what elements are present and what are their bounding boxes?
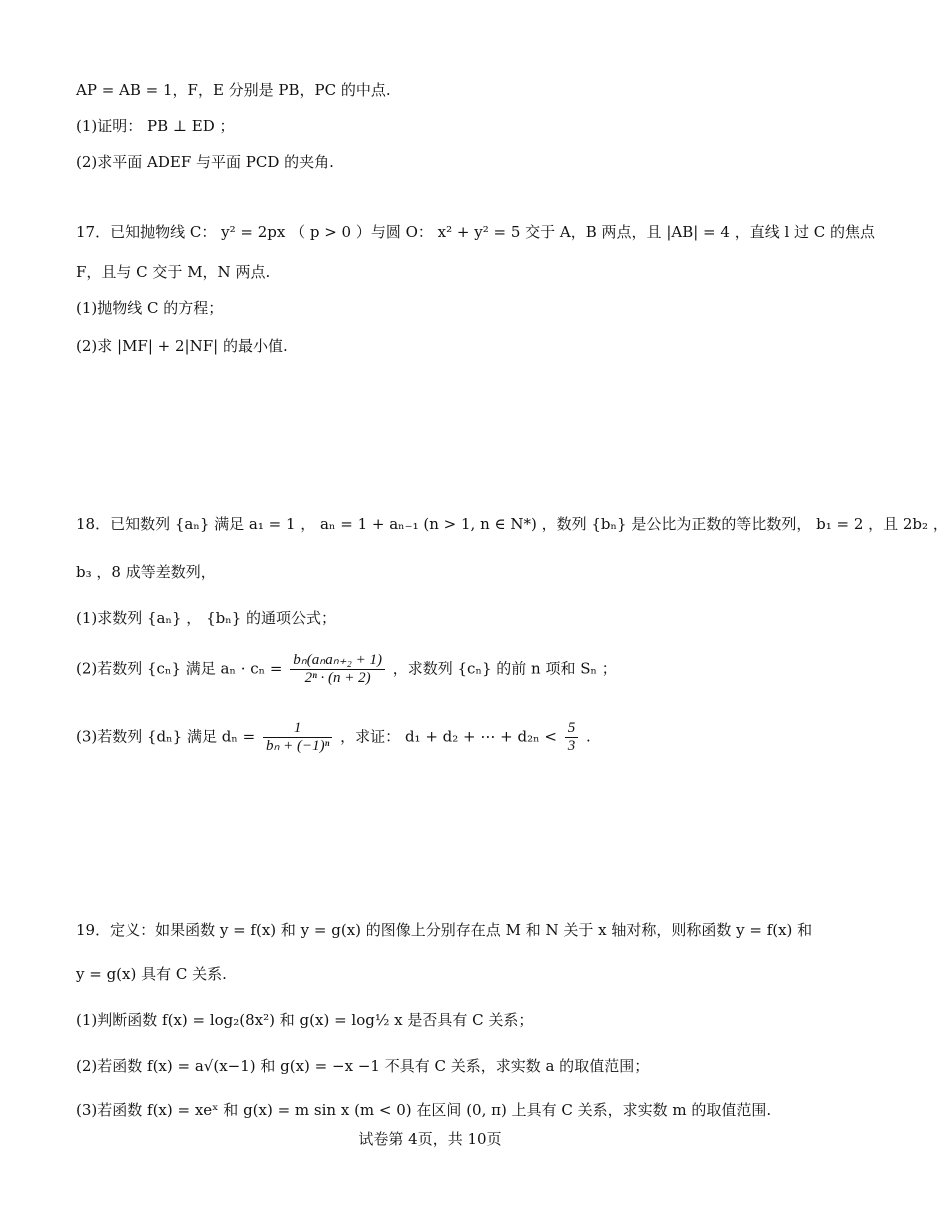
q16-part2: (2)求平面 ADEF 与平面 PCD 的夹角. [76,153,334,171]
q18-part2-fraction [290,652,385,687]
q17-part1: (1)抛物线 C 的方程； [76,299,224,317]
q17-stem-line2: F，且与 C 交于 M，N 两点. [76,263,271,281]
q18-part3-fraction [263,720,332,755]
q18-part2-denominator: 2ⁿ · (n + 2) [304,670,371,686]
q18-stem-line1: 18．已知数列 {aₙ} 满足 a₁ = 1 ， aₙ = 1 + aₙ₋₁ (n > 1, n ∈ N*) ，数列 {bₙ} 是公比为正数的等比数列， b₁ = 2 ，且 2b₂ ， [76,515,948,533]
q18-part3-bound-fraction [565,720,579,755]
q19-part2: (2)若函数 f(x) = a√(x−1) 和 g(x) = −x −1 不具有 C 关系，求实数 a 的取值范围； [76,1057,650,1075]
q18-part3-denominator: bₙ + (−1)ⁿ [265,738,330,754]
q17-stem-line1: 17．已知抛物线 C： y² = 2px （ p > 0 ）与圆 O： x² + y² = 5 交于 A，B 两点，且 |AB| = 4 ，直线 l 过 C 的焦点 [76,223,876,241]
q18-part3-bound-numerator: 5 [565,720,579,738]
q19-stem-line1: 19．定义：如果函数 y = f(x) 和 y = g(x) 的图像上分别存在点 M 和 N 关于 x 轴对称，则称函数 y = f(x) 和 [76,921,813,939]
q18-part3-mid: ，求证： d₁ + d₂ + ⋯ + d₂ₙ < [340,727,557,746]
q17-part2: (2)求 |MF| + 2|NF| 的最小值. [76,337,288,355]
page-footer: 试卷第 4页，共 10页 [358,1130,502,1148]
q18-part3-numerator: 1 [263,720,332,738]
q18-part3-bound-denominator: 3 [567,738,576,754]
q16-part1: (1)证明： PB ⊥ ED ； [76,117,235,135]
q18-part2-numerator: bₙ(aₙaₙ₊₂ + 1) [290,652,385,670]
q18-part1: (1)求数列 {aₙ} ， {bₙ} 的通项公式； [76,609,337,627]
q18-part2 [76,652,617,687]
q18-stem-line2: b₃ ，8 成等差数列， [76,563,216,581]
q16-condition-text: AP = AB = 1，F，E 分别是 PB，PC 的中点. [76,81,391,99]
q18-part3-prefix: (3)若数列 {dₙ} 满足 dₙ = [76,727,256,746]
q18-part3 [76,720,591,755]
q19-stem-line2: y = g(x) 具有 C 关系. [76,965,227,983]
q19-part3: (3)若函数 f(x) = xeˣ 和 g(x) = m sin x (m < 0) 在区间 (0, π) 上具有 C 关系，求实数 m 的取值范围. [76,1101,772,1119]
q18-part2-suffix: ，求数列 {cₙ} 的前 n 项和 Sₙ ； [392,659,617,678]
q18-part3-end: . [586,727,591,746]
q19-part1: (1)判断函数 f(x) = log₂(8x²) 和 g(x) = log½ x 是否具有 C 关系； [76,1011,534,1029]
q18-part2-prefix: (2)若数列 {cₙ} 满足 aₙ · cₙ = [76,659,283,678]
